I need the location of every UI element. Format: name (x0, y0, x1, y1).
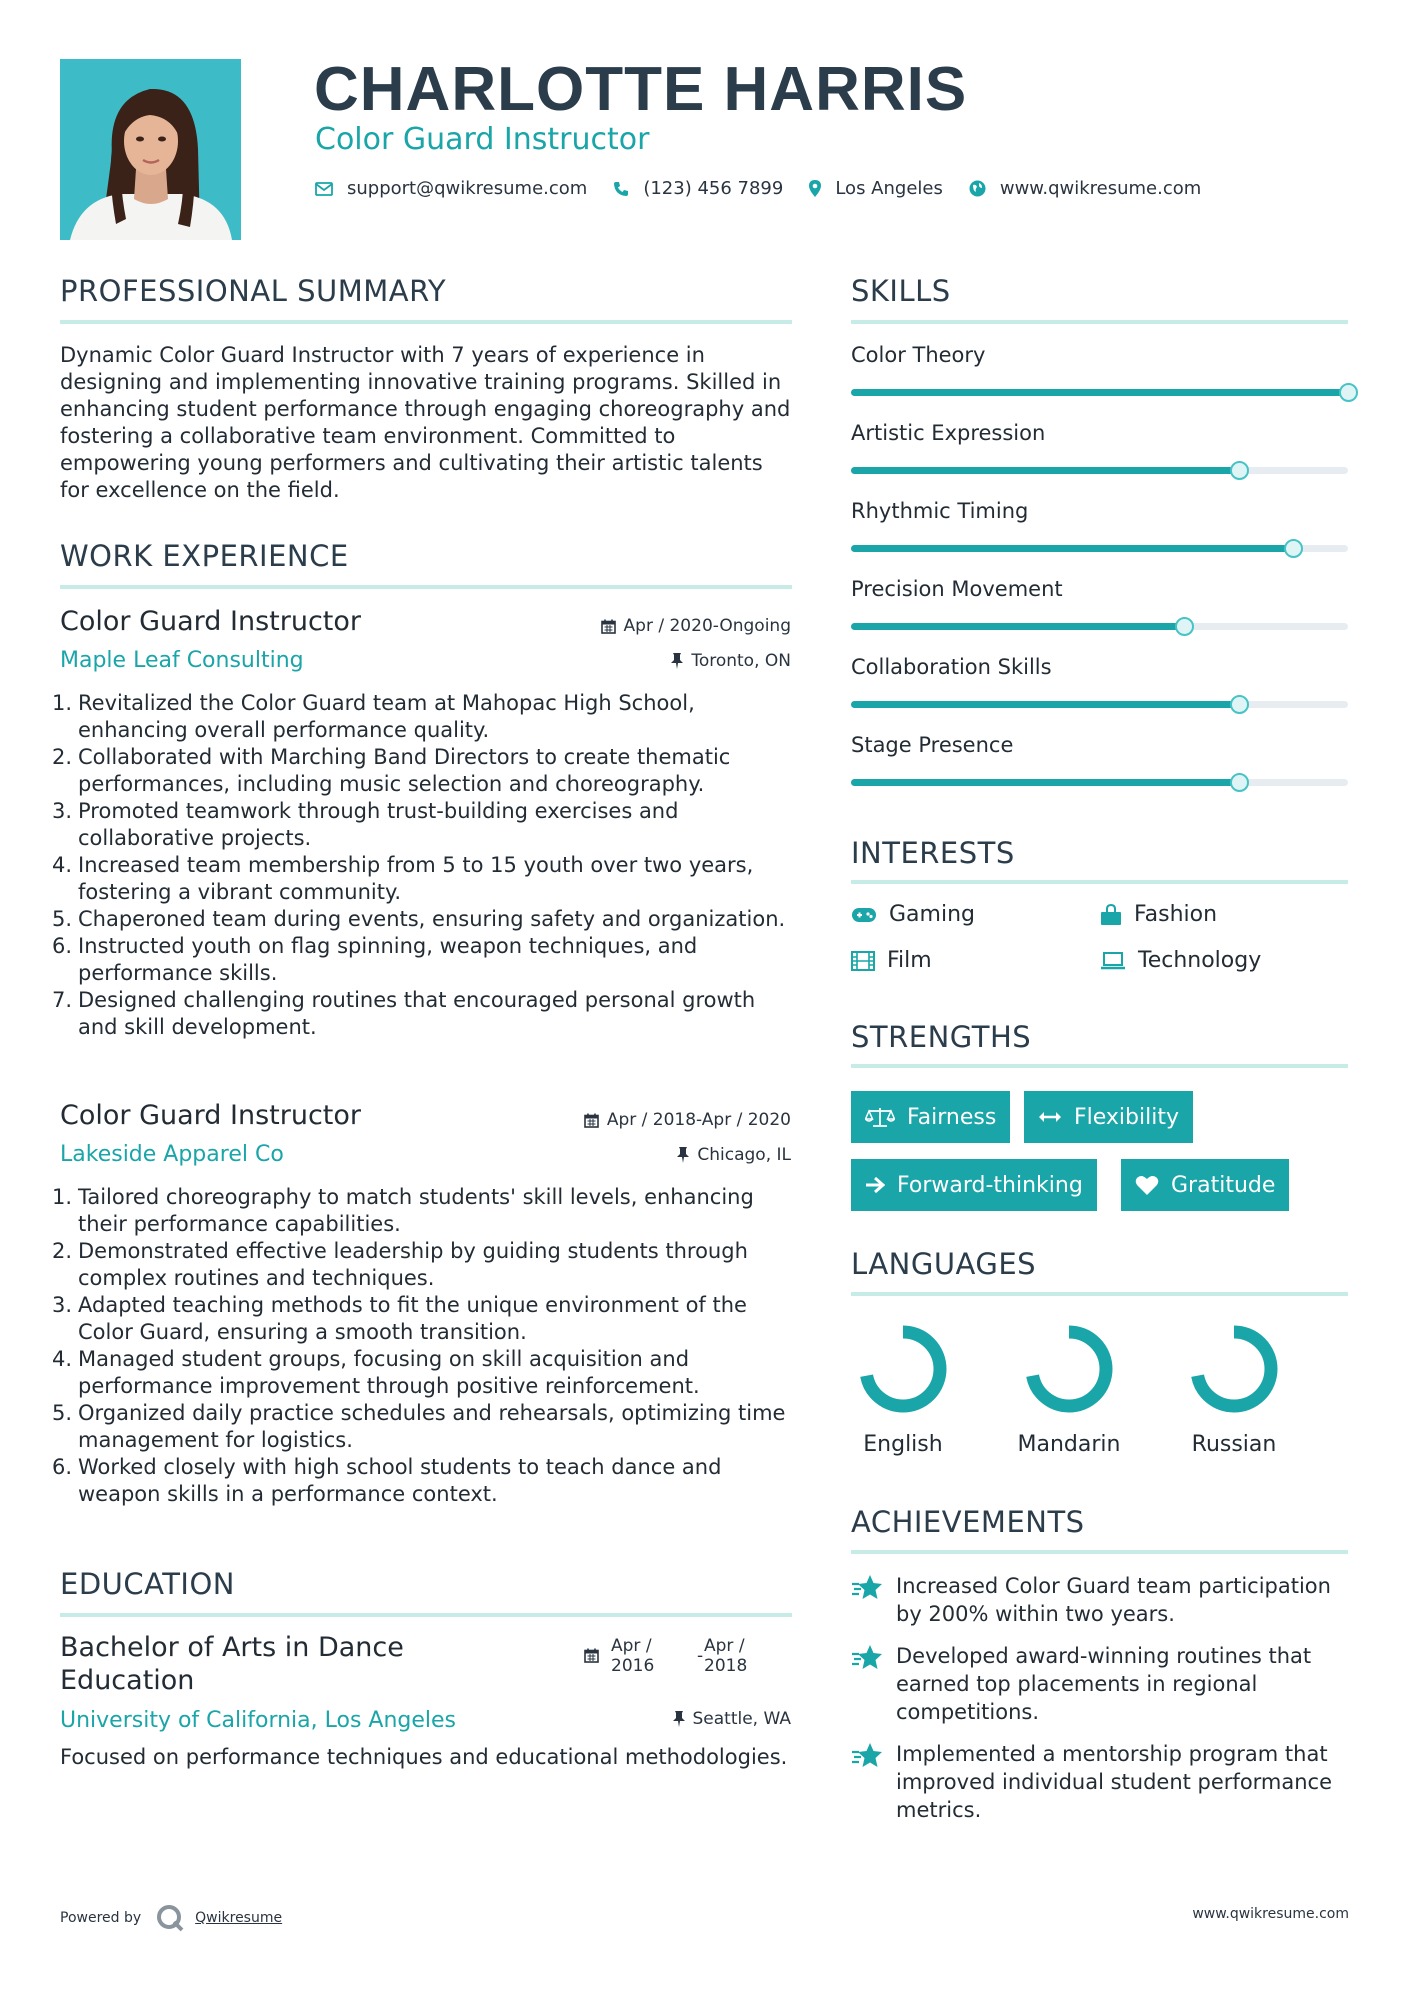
language-name: English (863, 1432, 943, 1457)
job-2-duty: Managed student groups, focusing on skill acquisition and performance improvement through positive reinforcement. (78, 1347, 700, 1398)
skill-name: Collaboration Skills (851, 655, 1052, 679)
language-ring-arc (866, 1332, 940, 1406)
calendar-icon (601, 619, 616, 634)
strengths-rule (851, 1064, 1348, 1068)
skill-bar-fill (851, 467, 1239, 474)
education-description: Focused on performance techniques and educational methodologies. (60, 1745, 788, 1769)
edu-dash: - (697, 1646, 704, 1666)
contact-email[interactable] (315, 178, 587, 199)
skill-name: Artistic Expression (851, 421, 1046, 445)
skill-bar (851, 545, 1348, 552)
job-2-location-text: Chicago, IL (697, 1145, 791, 1165)
job-1-duty: Promoted teamwork through trust-building exercises and collaborative projects. (78, 799, 679, 850)
language-name: Russian (1191, 1432, 1277, 1457)
skill-bar-knob (1230, 773, 1249, 792)
skill-bar-fill (851, 545, 1293, 552)
experience-heading: WORK EXPERIENCE (60, 539, 349, 573)
contact-row (315, 178, 1227, 199)
skill-name: Stage Presence (851, 733, 1014, 757)
skill-bar-fill (851, 389, 1348, 396)
skill-bar (851, 467, 1348, 474)
edu-start-month: Apr / (611, 1636, 652, 1656)
job-1-duty: Collaborated with Marching Band Directors to create thematic performances, including music selection and choreography. (78, 745, 731, 796)
skill-bar-fill (851, 779, 1239, 786)
envelope-icon (315, 182, 333, 196)
strength-gratitude (1121, 1159, 1289, 1211)
skill-bar (851, 701, 1348, 708)
phone-text: (123) 456 7899 (643, 178, 784, 199)
job-1-duty: Designed challenging routines that encouraged personal growth and skill development. (78, 988, 756, 1039)
strength-flexibility (1024, 1091, 1193, 1143)
skill-name: Rhythmic Timing (851, 499, 1029, 523)
job-1-company: Maple Leaf Consulting (60, 648, 304, 673)
qwikresume-logo-icon (155, 1903, 185, 1933)
profile-photo (60, 59, 241, 240)
job-2-duty: Demonstrated effective leadership by guiding students through complex routines and techniques. (78, 1239, 748, 1290)
interest-label: Film (887, 948, 932, 973)
calendar-icon (584, 1648, 599, 1663)
interest-label: Fashion (1134, 902, 1218, 927)
candidate-name: CHARLOTTE HARRIS (314, 55, 968, 124)
location-text: Los Angeles (835, 178, 943, 199)
footer-website[interactable]: www.qwikresume.com (1192, 1906, 1349, 1922)
achievement-text: Increased Color Guard team participation by 200% within two years. (896, 1574, 1331, 1626)
language-ring-arc (1197, 1332, 1271, 1406)
job-2-location (677, 1145, 791, 1165)
edu-end (704, 1636, 747, 1676)
summary-text: Dynamic Color Guard Instructor with 7 years of experience in designing and implementing innovative training programs. Skilled in enhancing student performance through engaging choreography and fostering a collaborative team environment. Committed to empowering young performers and cultivating their artistic talents for excellence on the field. (60, 343, 791, 502)
gamepad-icon (851, 907, 877, 923)
interest-gaming (851, 902, 975, 927)
interests-rule (851, 880, 1348, 884)
heart-icon (1135, 1175, 1159, 1196)
laptop-icon (1100, 952, 1126, 970)
summary-heading: PROFESSIONAL SUMMARY (60, 274, 447, 308)
job-1-duties (78, 690, 798, 1041)
job-2-duty: Adapted teaching methods to fit the unique environment of the Color Guard, ensuring a smooth transition. (78, 1293, 747, 1344)
email-text: support@qwikresume.com (347, 178, 588, 199)
achievement-text: Developed award-winning routines that earned top placements in regional competitions. (896, 1644, 1312, 1724)
job-1-dates-text: Apr / 2020-Ongoing (623, 616, 791, 636)
skill-bar-knob (1339, 383, 1358, 402)
footer-powered-by (60, 1903, 282, 1933)
job-2-duties (78, 1184, 798, 1508)
qwikresume-link[interactable]: Qwikresume (195, 1910, 283, 1926)
skill-bar-knob (1230, 461, 1249, 480)
language-ring (1014, 1314, 1124, 1424)
degree-line-1: Bachelor of Arts in Dance (60, 1632, 404, 1663)
strength-label: Gratitude (1171, 1172, 1276, 1198)
skill-bar-knob (1284, 539, 1303, 558)
job-1-location (671, 651, 791, 671)
languages-rule (851, 1292, 1348, 1296)
job-1-location-text: Toronto, ON (691, 651, 791, 671)
language-ring (848, 1314, 958, 1424)
candidate-title: Color Guard Instructor (315, 122, 650, 157)
interest-fashion (1100, 902, 1217, 927)
globe-icon (969, 180, 986, 197)
skill-bar-fill (851, 701, 1239, 708)
skill-name: Color Theory (851, 343, 986, 367)
job-2-duty: Worked closely with high school students to teach dance and weapon skills in a performance context. (78, 1455, 722, 1506)
arrow-right-icon (865, 1176, 885, 1194)
strength-label: Forward-thinking (897, 1172, 1083, 1198)
edu-start (611, 1636, 654, 1676)
shopping-bag-icon (1100, 904, 1122, 926)
school-name: University of California, Los Angeles (60, 1708, 457, 1733)
pin-icon (671, 653, 683, 669)
phone-icon (613, 181, 629, 197)
arrows-horizontal-icon (1038, 1111, 1062, 1123)
star-icon (851, 1574, 885, 1602)
edu-location (673, 1709, 792, 1729)
job-2-company: Lakeside Apparel Co (60, 1142, 284, 1167)
achievement-text: Implemented a mentorship program that improved individual student performance metrics. (896, 1742, 1333, 1822)
contact-phone[interactable] (613, 178, 783, 199)
experience-rule (60, 585, 792, 589)
skill-bar (851, 389, 1348, 396)
star-icon (851, 1742, 885, 1770)
edu-end-year: 2018 (704, 1656, 748, 1676)
balance-scale-icon (865, 1106, 895, 1128)
interests-heading: INTERESTS (851, 836, 1015, 870)
film-icon (851, 951, 875, 971)
skills-heading: SKILLS (851, 274, 951, 308)
map-marker-icon (809, 180, 821, 197)
job-2-dates (584, 1110, 791, 1130)
job-2-dates-text: Apr / 2018-Apr / 2020 (606, 1110, 791, 1130)
strengths-heading: STRENGTHS (851, 1020, 1032, 1054)
job-1-dates (601, 616, 791, 636)
strength-fairness (851, 1091, 1010, 1143)
powered-by-text: Powered by (60, 1910, 142, 1926)
skill-bar-fill (851, 623, 1184, 630)
interest-label: Technology (1138, 948, 1262, 973)
skill-bar-knob (1230, 695, 1249, 714)
strength-label: Fairness (907, 1104, 997, 1130)
interest-film (851, 948, 932, 973)
contact-location (809, 178, 943, 199)
job-2-duty: Organized daily practice schedules and rehearsals, optimizing time management for logistics. (78, 1401, 786, 1452)
language-ring-arc (1032, 1332, 1106, 1406)
job-1-title: Color Guard Instructor (60, 606, 361, 637)
achievements-heading: ACHIEVEMENTS (851, 1505, 1085, 1539)
job-1-duty: Revitalized the Color Guard team at Mahopac High School, enhancing overall performance quality. (78, 691, 695, 742)
job-2-title: Color Guard Instructor (60, 1100, 361, 1131)
edu-start-year: 2016 (611, 1656, 655, 1676)
achievements-rule (851, 1550, 1348, 1554)
edu-location-text: Seattle, WA (692, 1709, 791, 1729)
contact-website[interactable] (969, 178, 1201, 199)
skill-bar (851, 779, 1348, 786)
degree-line-2: Education (60, 1665, 195, 1696)
star-icon (851, 1644, 885, 1672)
skill-name: Precision Movement (851, 577, 1063, 601)
skill-bar (851, 623, 1348, 630)
summary-rule (60, 320, 792, 324)
skills-rule (851, 320, 1348, 324)
strength-label: Flexibility (1074, 1104, 1179, 1130)
skill-bar-knob (1175, 617, 1194, 636)
strength-forward-thinking (851, 1159, 1097, 1211)
job-1-duty: Instructed youth on flag spinning, weapon techniques, and performance skills. (78, 934, 698, 985)
languages-heading: LANGUAGES (851, 1247, 1037, 1281)
website-text: www.qwikresume.com (999, 178, 1202, 199)
job-2-duty: Tailored choreography to match students' skill levels, enhancing their performance capabilities. (78, 1185, 754, 1236)
job-1-duty: Chaperoned team during events, ensuring safety and organization. (78, 907, 786, 931)
education-rule (60, 1613, 792, 1617)
pin-icon (677, 1147, 689, 1163)
interest-label: Gaming (889, 902, 975, 927)
education-heading: EDUCATION (60, 1567, 236, 1601)
job-1-duty: Increased team membership from 5 to 15 youth over two years, fostering a vibrant community. (78, 853, 754, 904)
calendar-icon (584, 1113, 599, 1128)
language-name: Mandarin (1017, 1432, 1121, 1457)
interest-technology (1100, 948, 1261, 973)
pin-icon (673, 1711, 685, 1727)
edu-end-month: Apr / (704, 1636, 745, 1656)
language-ring (1179, 1314, 1289, 1424)
